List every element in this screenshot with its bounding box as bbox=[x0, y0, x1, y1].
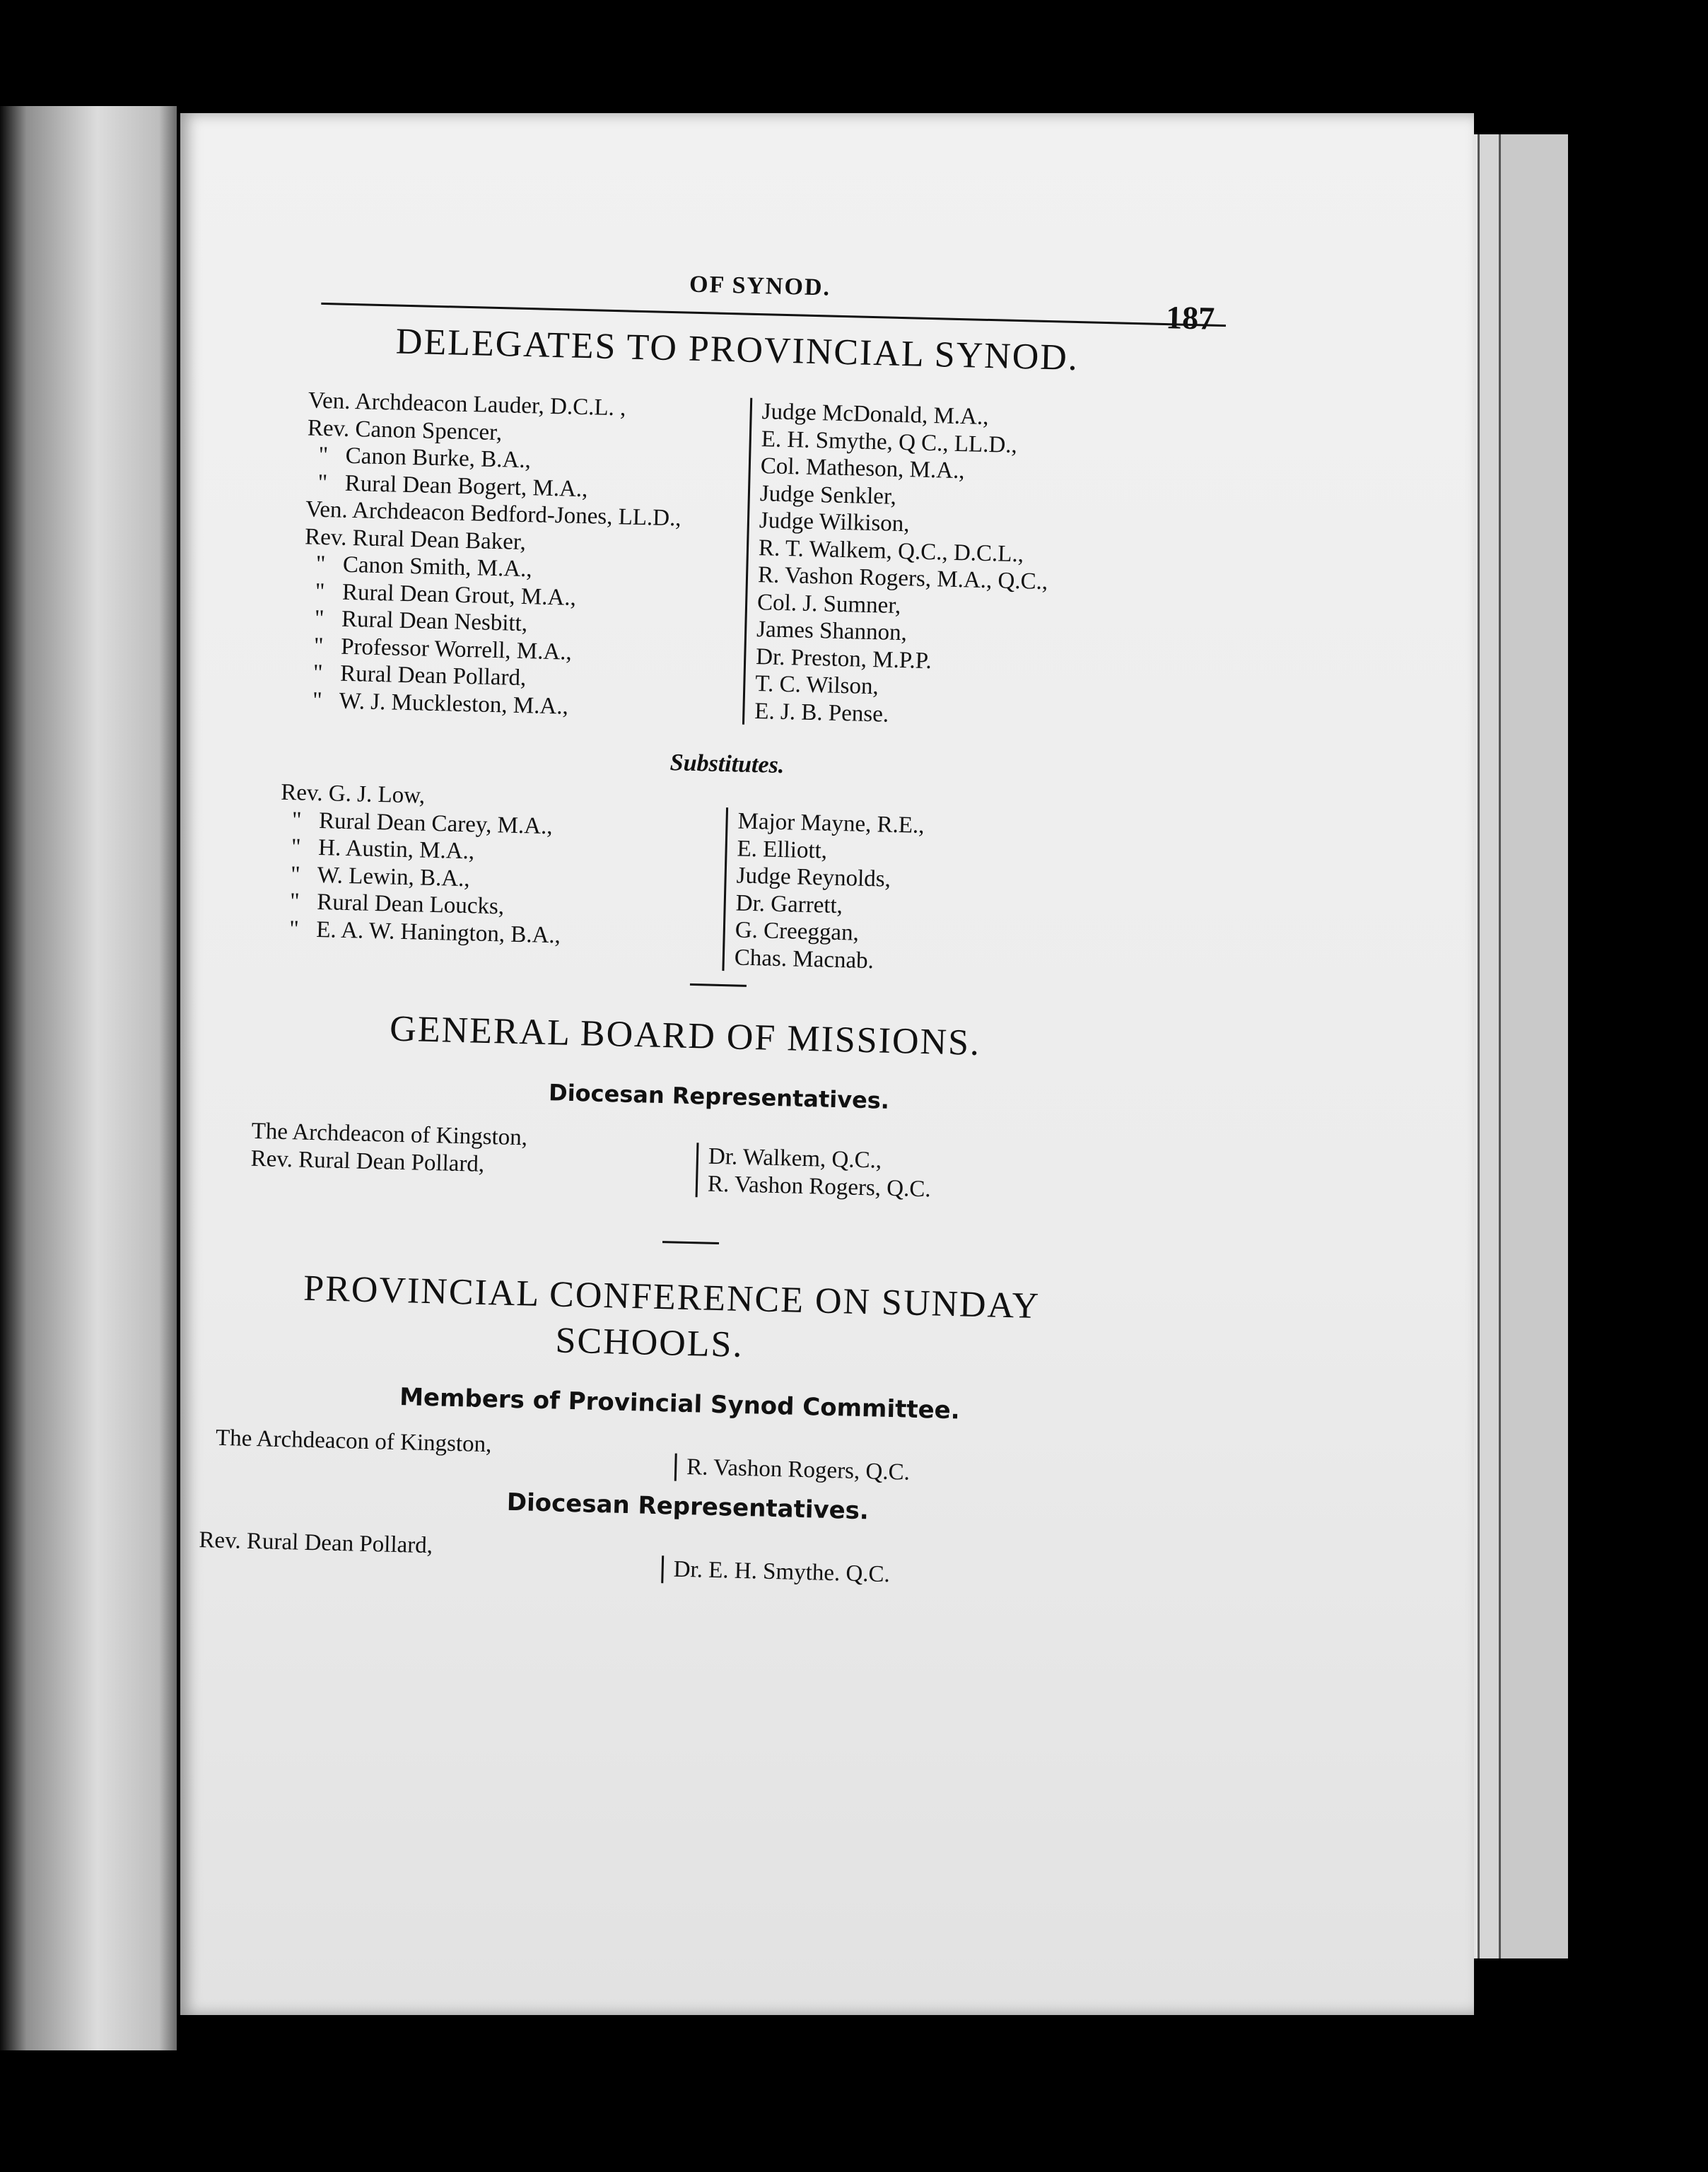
laity-entry: Judge Wilkison, bbox=[759, 508, 910, 537]
page-stack-edge bbox=[1499, 134, 1568, 1958]
committee-heading: Members of Provincial Synod Committee. bbox=[399, 1383, 961, 1425]
substitute-entry: " Rural Dean Loucks, bbox=[278, 888, 505, 920]
clergy-entry: " Rural Dean Bogert, M.A., bbox=[305, 469, 588, 502]
substitute-entry: " W. Lewin, B.A., bbox=[279, 861, 471, 892]
board-of-missions-title: GENERAL BOARD OF MISSIONS. bbox=[389, 1008, 981, 1063]
sunday-diocesan-entry: Dr. E. H. Smythe. Q.C. bbox=[673, 1556, 891, 1588]
missions-entry: R. Vashon Rogers, Q.C. bbox=[707, 1171, 932, 1202]
sunday-diocesan-clergy-list bbox=[199, 1526, 433, 1560]
clergy-entry: " Rural Dean Pollard, bbox=[301, 660, 527, 691]
sunday-diocesan-heading: Diocesan Representatives. bbox=[506, 1488, 870, 1526]
missions-laity-list bbox=[696, 1143, 932, 1203]
laity-entry: E. J. B. Pense. bbox=[754, 698, 889, 728]
committee-laity-list bbox=[674, 1454, 911, 1487]
sunday-diocesan-laity-list bbox=[661, 1555, 890, 1588]
substitute-entry: Dr. Garrett, bbox=[735, 889, 843, 918]
clergy-entry: Ven. Archdeacon Lauder, D.C.L. , bbox=[308, 387, 626, 421]
clergy-entry: " W. J. Muckleston, M.A., bbox=[300, 687, 569, 720]
committee-entry: The Archdeacon of Kingston, bbox=[215, 1425, 492, 1458]
running-title: OF SYNOD. bbox=[689, 271, 831, 301]
missions-entry: Dr. Walkem, Q.C., bbox=[708, 1143, 882, 1174]
synod-laity-list bbox=[742, 398, 1052, 732]
book-page bbox=[180, 113, 1474, 2015]
substitute-entry: Major Mayne, R.E., bbox=[737, 808, 925, 839]
laity-entry: Judge McDonald, M.A., bbox=[761, 399, 989, 430]
committee-clergy-list bbox=[216, 1425, 492, 1459]
laity-entry: Col. Matheson, M.A., bbox=[760, 453, 965, 484]
section-divider bbox=[662, 1241, 719, 1244]
clergy-entry: " Canon Smith, M.A., bbox=[303, 551, 533, 583]
substitute-entry: " Rural Dean Carey, M.A., bbox=[280, 807, 554, 839]
substitutes-clergy-list bbox=[277, 779, 564, 950]
clergy-entry: Ven. Archdeacon Bedford-Jones, LL.D., bbox=[305, 496, 682, 532]
clergy-entry: " Canon Burke, B.A., bbox=[306, 442, 532, 474]
substitute-entry: Rev. G. J. Low, bbox=[280, 779, 426, 809]
clergy-entry: " Professor Worrell, M.A., bbox=[302, 632, 573, 665]
laity-entry: R. Vashon Rogers, M.A., Q.C., bbox=[757, 562, 1048, 595]
sunday-schools-title-line2: SCHOOLS. bbox=[554, 1320, 744, 1365]
clergy-entry: " Rural Dean Grout, M.A., bbox=[303, 578, 577, 611]
substitutes-laity-list bbox=[722, 807, 925, 976]
clergy-entry: Rev. Rural Dean Baker, bbox=[304, 523, 527, 555]
missions-clergy-list bbox=[250, 1118, 527, 1179]
laity-entry: Judge Senkler, bbox=[759, 480, 897, 510]
page-number: 187 bbox=[1165, 299, 1215, 337]
provincial-synod-title: DELEGATES TO PROVINCIAL SYNOD. bbox=[395, 321, 1080, 379]
sunday-schools-title-line1: PROVINCIAL CONFERENCE ON SUNDAY bbox=[303, 1268, 1041, 1327]
facing-page-edge bbox=[0, 106, 177, 2050]
substitute-entry: " H. Austin, M.A., bbox=[279, 834, 475, 865]
substitute-entry: " E. A. W. Hanington, B.A., bbox=[277, 916, 561, 948]
page-content bbox=[180, 113, 1474, 2015]
section-divider bbox=[690, 983, 747, 987]
substitutes-heading: Substitutes. bbox=[669, 749, 785, 779]
laity-entry: Dr. Preston, M.P.P. bbox=[755, 643, 932, 674]
synod-clergy-list bbox=[300, 387, 684, 723]
laity-entry: James Shannon, bbox=[756, 617, 908, 646]
missions-diocesan-heading: Diocesan Representatives. bbox=[548, 1079, 890, 1114]
missions-entry: The Archdeacon of Kingston, bbox=[251, 1118, 528, 1151]
committee-entry: R. Vashon Rogers, Q.C. bbox=[686, 1454, 911, 1485]
laity-entry: E. H. Smythe, Q C., LL.D., bbox=[761, 426, 1018, 458]
missions-entry: Rev. Rural Dean Pollard, bbox=[250, 1145, 485, 1177]
laity-entry: T. C. Wilson, bbox=[754, 671, 879, 700]
clergy-entry: " Rural Dean Nesbitt, bbox=[302, 605, 528, 637]
substitute-entry: G. Creeggan, bbox=[735, 917, 860, 946]
substitute-entry: Chas. Macnab. bbox=[734, 944, 875, 974]
laity-entry: Col. J. Sumner, bbox=[756, 589, 901, 619]
clergy-entry: Rev. Canon Spencer, bbox=[307, 414, 503, 445]
substitute-entry: E. Elliott, bbox=[737, 835, 828, 864]
sunday-diocesan-entry: Rev. Rural Dean Pollard, bbox=[199, 1527, 433, 1559]
substitute-entry: Judge Reynolds, bbox=[736, 863, 891, 892]
laity-entry: R. T. Walkem, Q.C., D.C.L., bbox=[758, 535, 1024, 567]
